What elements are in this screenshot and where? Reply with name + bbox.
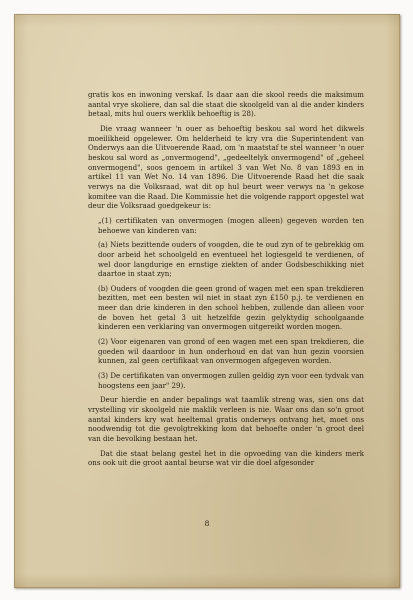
quote-item-1: „(1) certifikaten van onvermogen (mogen alleen) gegeven worden ten behoewe van kinderen van: (98, 215, 364, 235)
paragraph-bursaries: Dat die staat belang gestel het in die opvoeding van die kinders merk ons ook uit die groot aantal beurse wat vir die doel afgesonder (88, 448, 364, 468)
page-body (88, 90, 364, 473)
paragraph-continuation: gratis kos en inwoning verskaf. Is daar aan die skool reeds die maksimum aantal vrye skoliere, dan sal die staat die skoolgeld van al die ander kinders betaal, mits hul ouers werklik behoeftig is 28). (88, 90, 364, 119)
quote-item-2: (2) Voor eigenaren van grond of een wagen met een span trekdieren, die goeden wil daardoor in hun onderhoud en dat van hun gezin voorsien kunnen, zal geen certifikaat van onvermogen afgegeven worden. (98, 337, 364, 366)
page-number: 8 (204, 519, 210, 528)
quote-item-3: (3) De certifikaten van onvermogen zullen geldig zyn voor een tydvak van hoogstens een jaar" 29). (98, 371, 364, 390)
document-page (14, 14, 400, 588)
quote-item-a: (a) Niets bezittende ouders of voogden, die te oud zyn of te gebrekkig om door arbeid het schoolgeld en eventueel het logiesgeld te verdienen, of wel door langdurige en ernstige ziekten of ander Godsbeschikking niet daartoe in staat zyn; (98, 240, 364, 279)
quote-item-b: (b) Ouders of voogden die geen grond of wagen met een span trekdieren bezitten, met een besten wil niet in staat zyn £150 p.j. te verdienen en meer dan drie kinderen in den school hebben, zullende dan alleen voor de boven het getal 3 uit hetzelfde gezin gelyktydig schoolgaande kinderen een verklaring van onvermogen uitgereikt worden mogen. (98, 283, 364, 332)
paragraph-means-test: Die vraag wanneer 'n ouer as behoeftig beskou sal word het dikwels moeilikheid opgelewer. Om helderheid te kry vra die Superintendent van Onderwys aan die Uitvoerende Raad, om 'n maatstaf te stel wanneer 'n ouer beskou sal word as „onvermogend", „gedeeltelyk onvermogend" of „geheel onvermogend", soos genoem in artikel 3 van Wet No. 8 van 1893 en in artikel 11 van Wet No. 14 van 1896. Die Uitvoerende Raad het die saak verwys na die Volksraad, wat dit op hul beurt weer verwys na 'n gekose komitee van die Raad. Die Kommissie het die volgende rapport opgestel wat deur die Volksraad goedgekeur is: (88, 123, 364, 211)
quoted-report (98, 216, 364, 391)
paragraph-conclusion: Deur hierdie en ander bepalings wat taamlik streng was, sien ons dat vrystelling vir skoolgeld nie maklik verleen is nie. Waar ons dan so'n groot aantal kinders kry wat heeltemal gratis onderwys ontvang het, moet ons noodwendig tot die gevolgtrekking kom dat behoefte onder 'n groot deel van die bevolking bestaan het. (88, 395, 364, 443)
